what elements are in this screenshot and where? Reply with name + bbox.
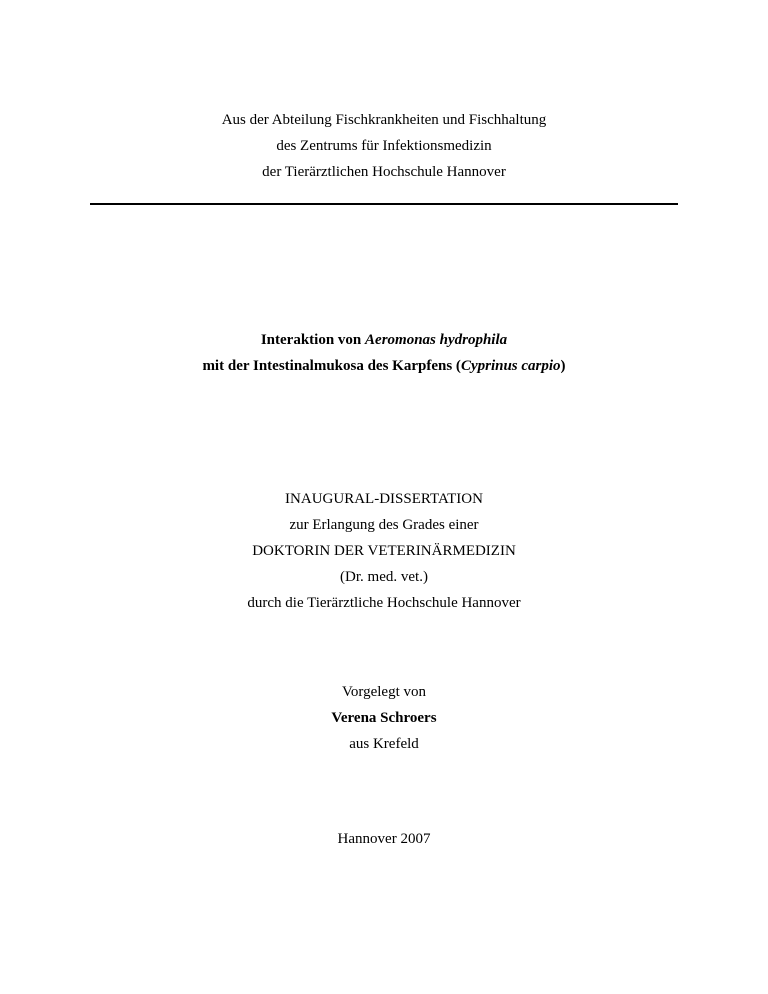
degree-title: DOKTORIN DER VETERINÄRMEDIZIN	[252, 543, 516, 559]
institution-line-2: des Zentrums für Infektionsmedizin	[276, 138, 492, 154]
dissertation-type: INAUGURAL-DISSERTATION	[285, 491, 483, 507]
author-name: Verena Schroers	[331, 710, 437, 726]
thesis-title-line-1	[0, 331, 768, 349]
title-text: mit der Intestinalmukosa des Karpfens (	[202, 358, 461, 374]
thesis-title-line-2	[0, 357, 768, 375]
title-text: )	[560, 358, 566, 374]
degree-abbreviation: (Dr. med. vet.)	[340, 569, 428, 585]
place-and-year: Hannover 2007	[337, 831, 431, 847]
submitted-by: Vorgelegt von	[341, 684, 427, 700]
header-divider	[90, 203, 678, 205]
title-text: Interaktion von	[260, 332, 366, 348]
author-origin: aus Krefeld	[349, 736, 419, 752]
dissertation-purpose: zur Erlangung des Grades einer	[289, 517, 479, 533]
institution-line-3: der Tierärztlichen Hochschule Hannover	[262, 164, 506, 180]
institution-line-1: Aus der Abteilung Fischkrankheiten und Fischhaltung	[221, 112, 547, 128]
awarding-institution: durch die Tierärztliche Hochschule Hannover	[247, 595, 521, 611]
species-name: Cyprinus carpio	[460, 358, 561, 374]
species-name: Aeromonas hydrophila	[365, 332, 508, 348]
